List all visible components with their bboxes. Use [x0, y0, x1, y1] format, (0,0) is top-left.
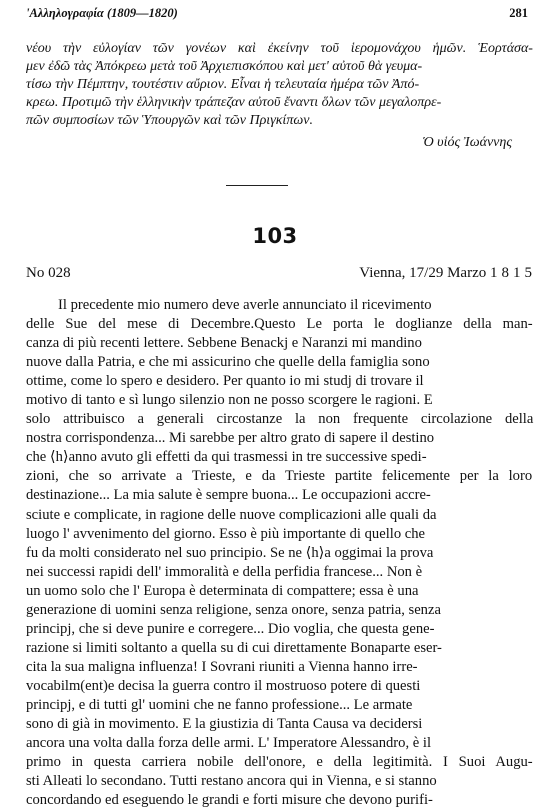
- running-title: 'Αλληλογραφία (1809—1820): [26, 6, 178, 20]
- signature: Ὁ υἱός Ἰωάννης: [422, 135, 512, 150]
- running-head: [26, 6, 528, 21]
- body-line: sti Alleati lo secondano. Tutti restano ancora qui in Vienna, e si stanno: [26, 773, 437, 790]
- body-line: ancora una volta dalla forza delle armi. L' Imperatore Alessandro, è il: [26, 735, 431, 752]
- body-line: cita la sua maligna influenza! I Sovrani riuniti a Vienna hanno irre-: [26, 658, 418, 675]
- letter-number: 103: [252, 224, 298, 248]
- letter-date: Vienna, 17/29 Marzo: [359, 265, 487, 281]
- body-line: ottime, come lo spero e desidero. Per quanto io mi studj di trovare il: [26, 373, 424, 390]
- body-line: nei successi rapidi dell' immoralità e della perfidia francese... Non è: [26, 563, 423, 580]
- body-line: destinazione... La mia salute è sempre buona... Le occupazioni accre-: [26, 487, 431, 504]
- greek-line: πῶν συμποσίων τῶν Ὑπουργῶν καὶ τῶν Πριγκίπων.: [26, 113, 313, 128]
- letter-year: 1815: [490, 265, 536, 281]
- body-line: che ⟨h⟩anno avuto gli effetti da qui trasmessi in tre successive spedi-: [26, 449, 427, 466]
- body-line: concordando ed eseguendo le grandi e forti misure che devono purifi-: [26, 792, 433, 809]
- body-line: delle Sue del mese di Decembre.Questo Le porta le doglianze della man-: [26, 316, 533, 333]
- letter-reference: No 028: [26, 265, 71, 281]
- body-line: solo attribuisco a generali circostanze la non frequente circolazione della: [26, 411, 534, 428]
- body-line: motivo di tanto e sì lungo silenzio non ne posso scorgere le ragioni. E: [26, 392, 433, 409]
- letter-header: [26, 265, 536, 282]
- body-line: sono di già in movimento. E la giustizia di Tanta Causa va decidersi: [26, 716, 423, 733]
- body-line: luogo l' avvenimento del giorno. Esso è più importante di quello che: [26, 525, 426, 542]
- section-divider: [226, 185, 288, 186]
- body-line: vocabilm(ent)e decisa la guerra contro il mostruoso potere di questi: [26, 677, 421, 694]
- greek-line: κρεω. Προτιμῶ τὴν ἑλληνικὴν τράπεζαν αὐτοῦ ἔναντι ὅλων τῶν μεγαλοπρε-: [26, 95, 442, 110]
- body-line: principj, che si deve punire e corregere... Dio voglia, che questa gene-: [26, 620, 435, 637]
- body-line: zioni, che so arrivate a Trieste, e da Trieste partite felicemente per la loro: [26, 468, 533, 485]
- body-line: razione si limiti soltanto a quella su di cui direttamente Bonaparte eser-: [26, 639, 442, 656]
- page-number: 281: [509, 6, 528, 20]
- greek-line: μεν ἐδῶ τὰς Ἀπόκρεω μετὰ τοῦ Ἀρχιεπισκόπου καὶ μετ' αὐτοῦ θὰ γευμα-: [26, 59, 423, 74]
- greek-line: τίσω τὴν Πέμπτην, τουτέστιν αὔριον. Εἶναι ἡ τελευταία ἡμέρα τῶν Ἀπό-: [26, 77, 420, 92]
- body-line: fu da molti considerato nel suo principio. Se ne ⟨h⟩a oggimai la prova: [26, 544, 434, 561]
- body-line: un uomo solo che l' Europa è determinata di compattere; essa è una: [26, 582, 419, 599]
- body-line: primo in questa carriera nobile dell'onore, e della legitimità. I Suoi Augu-: [26, 754, 533, 771]
- letter-place-date: [359, 265, 536, 282]
- body-line: Il precedente mio numero deve averle annunciato il ricevimento: [58, 297, 432, 313]
- body-line: nostra corrispondenza... Mi sarebbe per altro grato di sapere il destino: [26, 430, 435, 447]
- body-line: sciute e complicate, in ragione delle nuove complicazioni alle quali da: [26, 506, 437, 523]
- greek-letter-ending: [26, 40, 536, 152]
- letter-body: [26, 296, 536, 810]
- body-line: canza di più recenti lettere. Sebbene Benackj e Naranzi mi mandino: [26, 335, 422, 352]
- greek-line: νέου τὴν εὐλογίαν τῶν γονέων καὶ ἐκείνην τοῦ ἱερομονάχου ἡμῶν. Ἑορτάσα-: [26, 41, 533, 56]
- body-line: generazione di uomini senza religione, senza onore, senza patria, senza: [26, 601, 441, 618]
- body-line: nuove dalla Patria, e che mi assicurino che quelle della famiglia sono: [26, 354, 430, 371]
- body-line: principj, e di tutti gl' uomini che ne fanno professione... Le armate: [26, 696, 413, 713]
